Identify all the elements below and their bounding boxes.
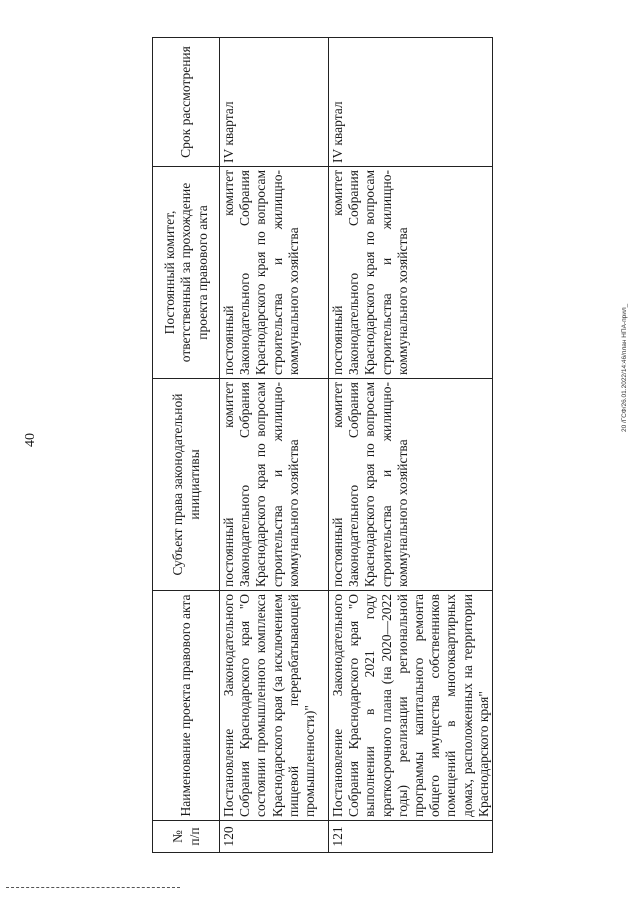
row-number: 120 (220, 821, 329, 853)
row-act-title: Постановление Законодательного Собрания Краснодарского края "О состоянии промышленного комплекса Краснодарского края (за исключением пищевой перерабатывающей промышленности)" (220, 591, 329, 821)
page-number: 40 (23, 433, 38, 447)
table-row (329, 38, 493, 853)
rotated-table-container (152, 38, 491, 853)
row-initiative-subject: постоянный комитет Законодательного Собрания Краснодарского края по вопросам строительства и жилищно-коммунального хозяйства (220, 379, 329, 591)
legislative-plan-table (152, 37, 493, 853)
footer-separator (6, 887, 180, 888)
header-initiative-subject: Субъект права законодательной инициативы (153, 379, 220, 591)
header-responsible-committee: Постоянный комитет, ответственный за прохождение проекта правового акта (153, 167, 220, 379)
row-review-term: IV квартал (220, 38, 329, 167)
row-act-title: Постановление Законодательного Собрания Краснодарского края "О выполнении в 2021 году краткосрочного плана (на 2020—2022 годы) реализации региональной программы капитального ремонта общего имущества собственников помещений в многоквартирных домах, расположенных на территории Краснодарского края" (329, 591, 493, 821)
row-number: 121 (329, 821, 493, 853)
table-row (220, 38, 329, 853)
document-side-note: 20 /ГСФ/26.01.2022/14:46/план НПА-прил_ (621, 303, 628, 432)
row-initiative-subject: постоянный комитет Законодательного Собрания Краснодарского края по вопросам строительства и жилищно-коммунального хозяйства (329, 379, 493, 591)
row-responsible-committee: постоянный комитет Законодательного Собрания Краснодарского края по вопросам строительства и жилищно-коммунального хозяйства (220, 167, 329, 379)
row-responsible-committee: постоянный комитет Законодательного Собрания Краснодарского края по вопросам строительства и жилищно-коммунального хозяйства (329, 167, 493, 379)
header-act-title: Наименование проекта правового акта (153, 591, 220, 821)
table-header-row (153, 38, 220, 853)
header-review-term: Срок рассмотрения (153, 38, 220, 167)
row-review-term: IV квартал (329, 38, 493, 167)
header-number: № п/п (153, 821, 220, 853)
